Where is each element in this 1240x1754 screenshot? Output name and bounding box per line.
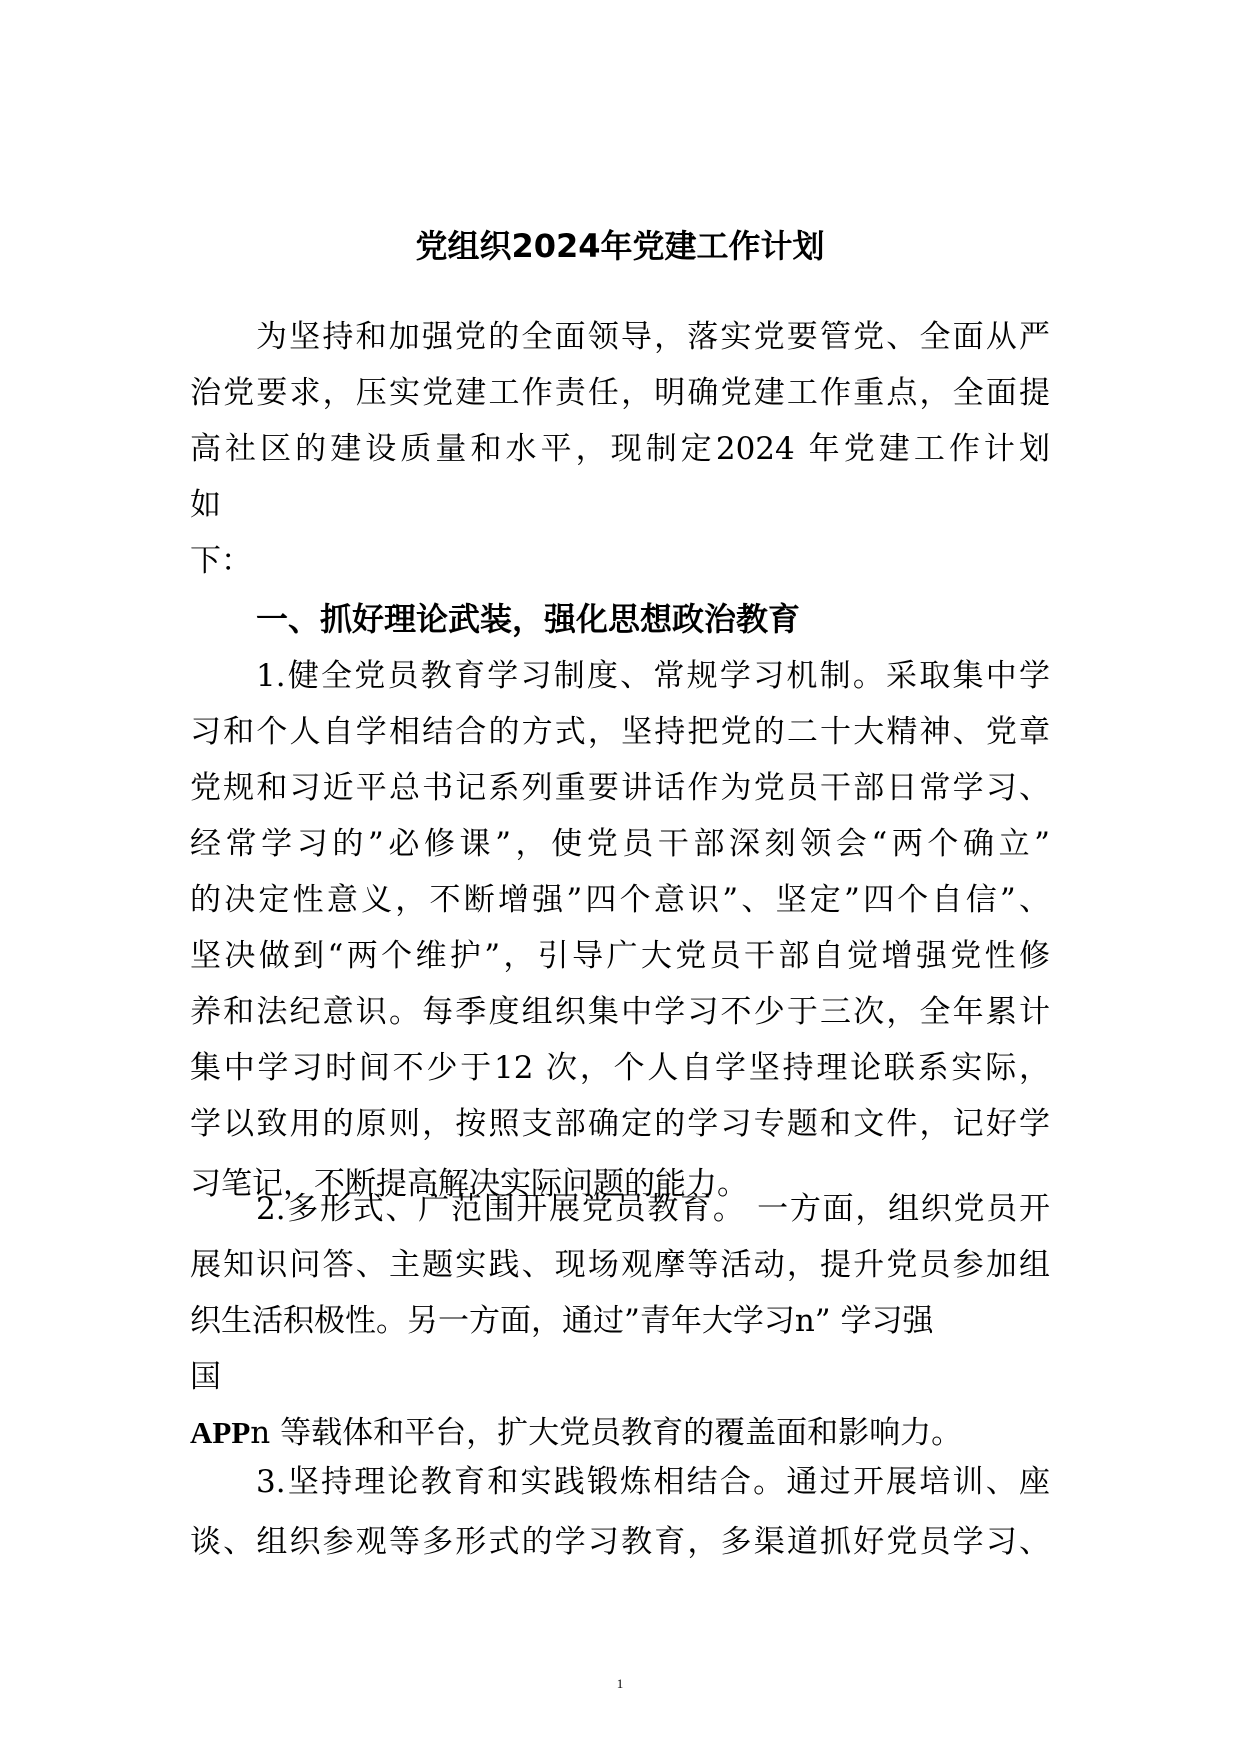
page-number: 1 bbox=[616, 1676, 624, 1691]
item1-line: 习笔记，不断提高解决实际问题的能力。 bbox=[190, 1166, 748, 1202]
app-bold-text: APP bbox=[190, 1415, 251, 1450]
intro-line: 治党要求，压实党建工作责任，明确党建工作重点，全面提 bbox=[190, 375, 1050, 411]
item1-line: 党规和习近平总书记系列重要讲话作为党员干部日常学习、 bbox=[190, 770, 1050, 806]
item1-line: 养和法纪意识。每季度组织集中学习不少于三次，全年累计 bbox=[190, 994, 1050, 1030]
item2-line-rest: n 等载体和平台，扩大党员教育的覆盖面和影响力。 bbox=[250, 1415, 963, 1451]
item1-line: 经常学习的”必修课”，使党员干部深刻领会“两个确立” bbox=[190, 826, 1050, 862]
intro-line: 如 bbox=[190, 487, 221, 523]
item1-line: 集中学习时间不少于12 次，个人自学坚持理论联系实际， bbox=[190, 1050, 1050, 1086]
item1-line: 坚决做到“两个维护”，引导广大党员干部自觉增强党性修 bbox=[190, 938, 1050, 974]
item1-line: 1.健全党员教育学习制度、常规学习机制。采取集中学 bbox=[256, 658, 1050, 694]
item3-paragraph bbox=[190, 1454, 1050, 1570]
section-heading: 一、抓好理论武装，强化思想政治教育 bbox=[256, 600, 801, 638]
intro-line: 高社区的建设质量和水平，现制定2024 年党建工作计划 bbox=[190, 431, 1050, 467]
item1-line: 习和个人自学相结合的方式，坚持把党的二十大精神、党章 bbox=[190, 714, 1050, 750]
item1-paragraph bbox=[190, 648, 1050, 1216]
item2-line-app bbox=[190, 1405, 1050, 1461]
intro-paragraph bbox=[190, 309, 1050, 589]
item2-line: 织生活积极性。另一方面，通过”青年大学习n” 学习强 bbox=[190, 1303, 934, 1339]
item2-paragraph bbox=[190, 1181, 1050, 1461]
intro-line: 为坚持和加强党的全面领导，落实党要管党、全面从严 bbox=[256, 319, 1050, 355]
item2-line: 国 bbox=[190, 1359, 221, 1395]
item3-line: 3.坚持理论教育和实践锻炼相结合。通过开展培训、座 bbox=[256, 1464, 1050, 1500]
item1-line: 的决定性意义，不断增强”四个意识”、坚定”四个自信”、 bbox=[190, 882, 1050, 918]
item1-line: 学以致用的原则，按照支部确定的学习专题和文件，记好学 bbox=[190, 1106, 1050, 1142]
item2-line: 展知识问答、主题实践、现场观摩等活动，提升党员参加组 bbox=[190, 1247, 1050, 1283]
item2-line: 2.多形式、广范围开展党员教育。 一方面，组织党员开 bbox=[256, 1191, 1050, 1227]
intro-line: 下： bbox=[190, 543, 252, 579]
item3-line: 谈、组织参观等多形式的学习教育，多渠道抓好党员学习、 bbox=[190, 1524, 1050, 1560]
document-title: 党组织2024年党建工作计划 bbox=[415, 227, 825, 265]
